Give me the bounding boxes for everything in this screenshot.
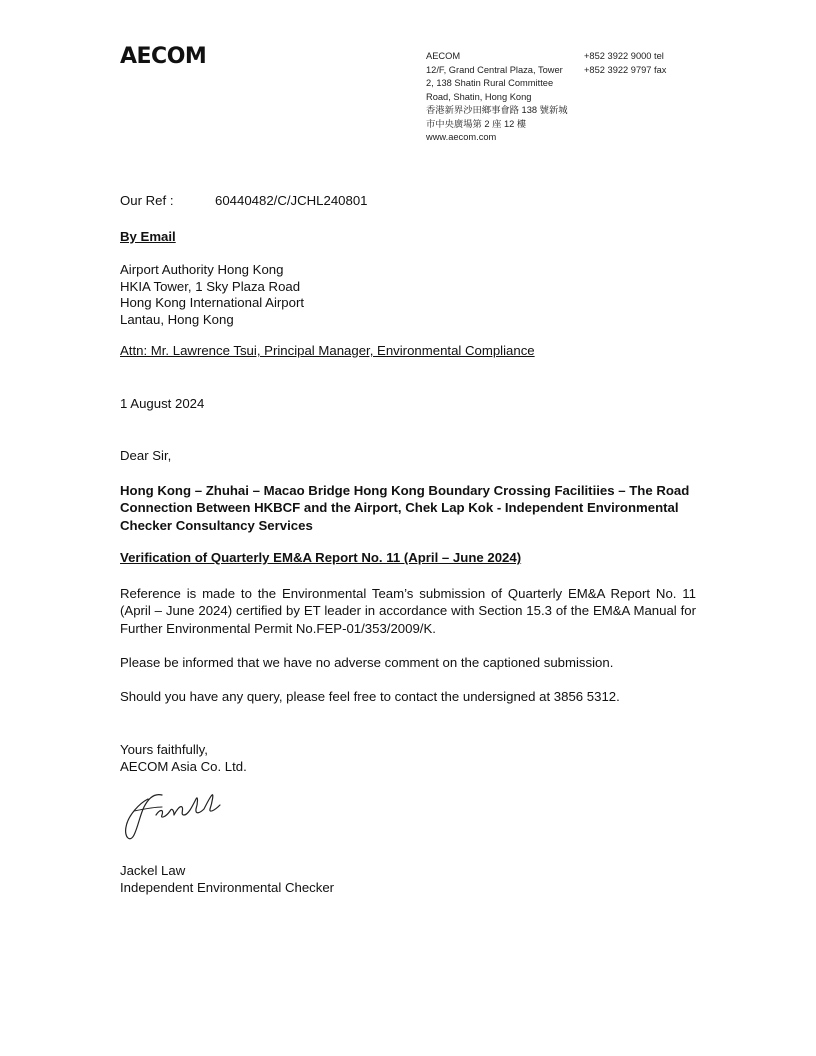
signer-title: Independent Environmental Checker	[120, 879, 335, 895]
closing-line: AECOM Asia Co. Ltd.	[120, 758, 247, 774]
address-line-chinese: 市中央廣場第 2 座 12 樓	[426, 118, 527, 129]
letter-subject: Hong Kong – Zhuhai – Macao Bridge Hong Kong Boundary Crossing Facilitiies – The Road Connection Between HKBCF and the Airport, Chek Lap Kok - Independent Environmental Checker Consultancy Services	[120, 483, 690, 533]
verification-title: Verification of Quarterly EM&A Report No. 11 (April – June 2024)	[120, 550, 522, 565]
reference-label: Our Ref :	[120, 193, 174, 208]
company-website: www.aecom.com	[426, 132, 497, 142]
letter-date: 1 August 2024	[120, 396, 205, 411]
body-paragraph: Please be informed that we have no adverse comment on the captioned submission.	[120, 655, 614, 670]
handwritten-signature	[118, 785, 228, 852]
address-line-chinese: 香港新界沙田鄉事會路 138 號新城	[426, 105, 568, 115]
company-logo: AECOM	[120, 44, 207, 69]
recipient-line: HKIA Tower, 1 Sky Plaza Road	[120, 278, 301, 294]
closing-line: Yours faithfully,	[120, 742, 208, 757]
closing	[120, 742, 247, 775]
signer-name: Jackel Law	[120, 863, 186, 878]
recipient-line: Airport Authority Hong Kong	[120, 262, 284, 277]
address-line: Road, Shatin, Hong Kong	[426, 91, 532, 102]
recipient-line: Hong Kong International Airport	[120, 295, 305, 310]
recipient-line: Lantau, Hong Kong	[120, 311, 234, 327]
company-address	[426, 50, 576, 145]
body-paragraph: Reference is made to the Environmental Team’s submission of Quarterly EM&A Report No. 11 (April – June 2024) certified by ET leader in accordance with Section 15.3 of the EM&A Manual for Further Environmental Permit No.FEP-01/353/2009/K.	[120, 586, 696, 636]
address-line: 2, 138 Shatin Rural Committee	[426, 78, 554, 88]
telephone: +852 3922 9000 tel	[584, 51, 664, 61]
fax: +852 3922 9797 fax	[584, 64, 667, 75]
company-contact	[584, 50, 666, 77]
reference-number: 60440482/C/JCHL240801	[215, 193, 368, 208]
body-paragraph: Should you have any query, please feel free to contact the undersigned at 3856 5312.	[120, 689, 620, 704]
signature-icon	[118, 785, 228, 847]
address-line: 12/F, Grand Central Plaza, Tower	[426, 64, 563, 75]
signer-block	[120, 863, 334, 896]
salutation: Dear Sir,	[120, 448, 172, 463]
delivery-method: By Email	[120, 229, 176, 244]
recipient-address	[120, 262, 304, 328]
attention-line: Attn: Mr. Lawrence Tsui, Principal Manager, Environmental Compliance	[120, 343, 535, 358]
address-line: AECOM	[426, 51, 461, 61]
